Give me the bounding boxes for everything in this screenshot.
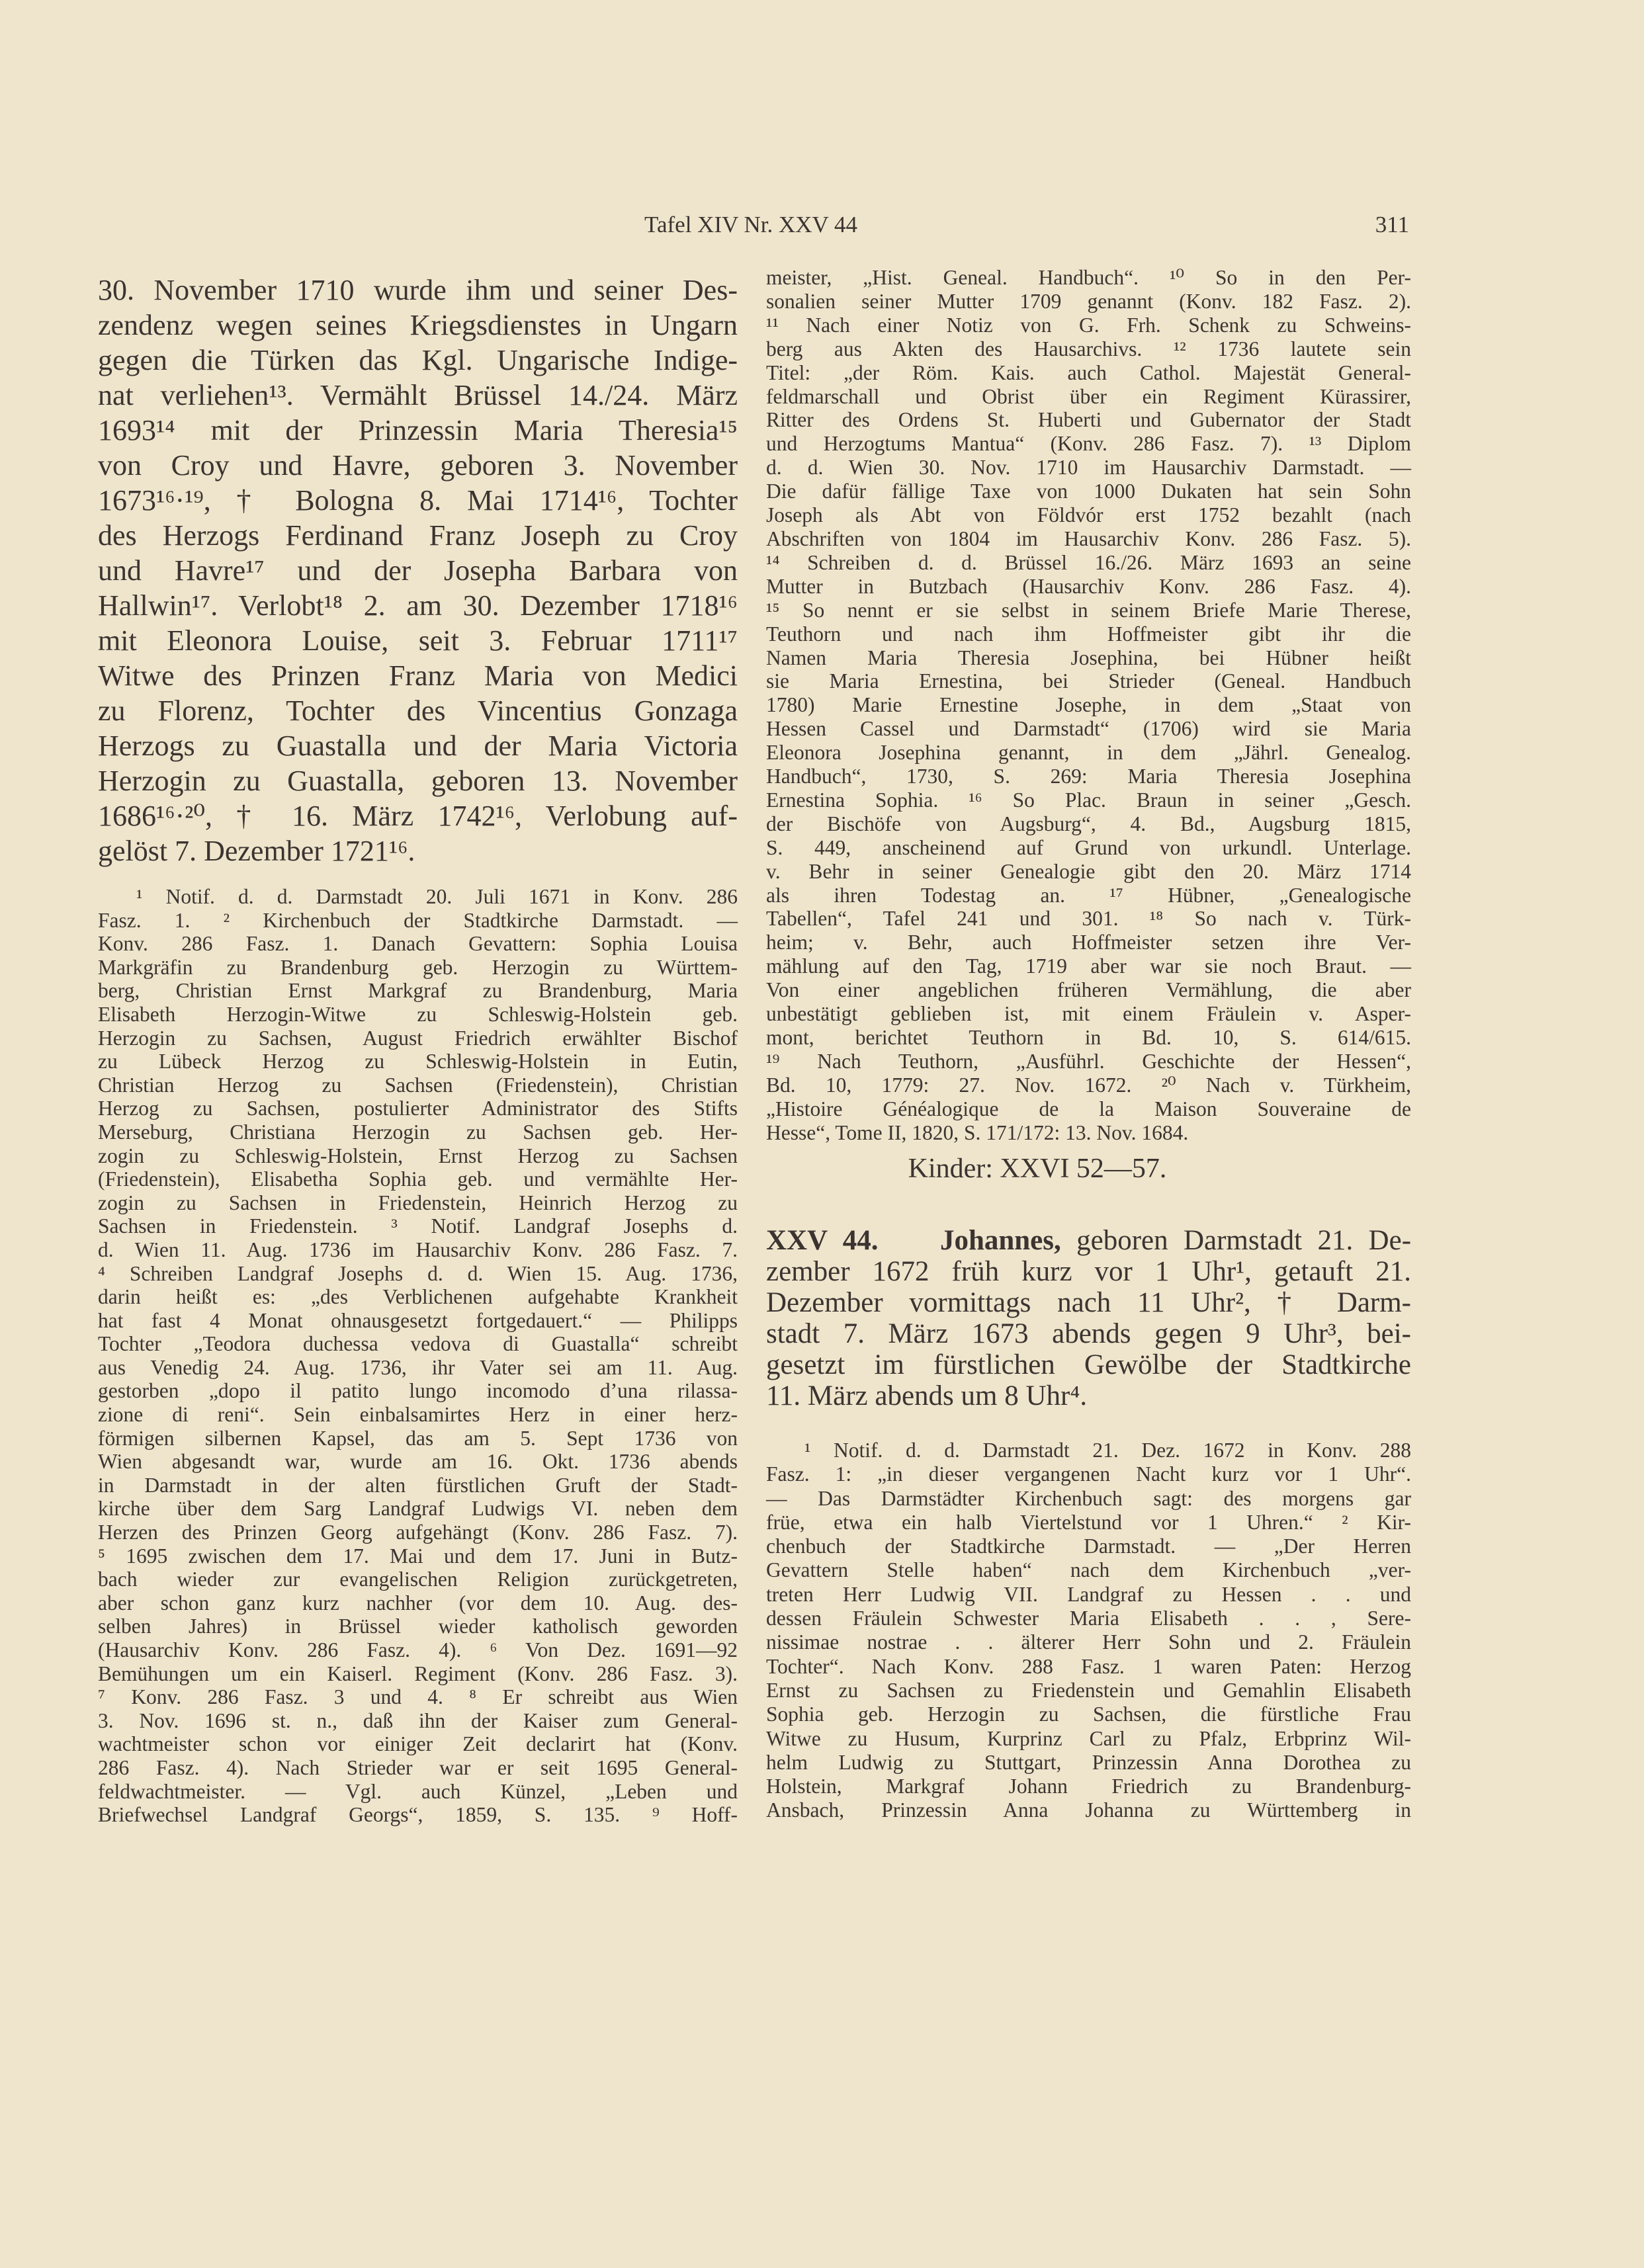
- text-line: Ernestina Sophia. ¹⁶ So Plac. Braun in seiner „Gesch.: [766, 788, 1411, 812]
- text-line: gelöst 7. Dezember 1721¹⁶.: [98, 835, 415, 867]
- entry-name: Johannes,: [939, 1225, 1061, 1256]
- text-line: Die dafür fällige Taxe von 1000 Dukaten hat sein Sohn: [766, 480, 1411, 503]
- text-line: zogin zu Sachsen in Friedenstein, Heinrich Herzog zu: [98, 1191, 738, 1214]
- text-line: berg, Christian Ernst Markgraf zu Brandenburg, Maria: [98, 979, 738, 1003]
- text-line: ¹ Notif. d. d. Darmstadt 20. Juli 1671 in Konv. 286: [136, 885, 738, 908]
- text-line: Ansbach, Prinzessin Anna Johanna zu Württemberg in: [766, 1798, 1411, 1822]
- text-line: zember 1672 früh kurz vor 1 Uhr¹, getauft 21.: [766, 1256, 1411, 1287]
- text-line: ¹ Notif. d. d. Darmstadt 21. Dez. 1672 in Konv. 288: [804, 1439, 1411, 1462]
- text-line: Hesse“, Tome II, 1820, S. 171/172: 13. Nov. 1684.: [766, 1120, 1189, 1144]
- text-line: als ihren Todestag an. ¹⁷ Hübner, „Genealogische: [766, 883, 1411, 907]
- text-line: des Herzogs Ferdinand Franz Joseph zu Croy: [98, 519, 738, 552]
- text-line: und Herzogtums Mantua“ (Konv. 286 Fasz. 7). ¹³ Diplom: [766, 432, 1411, 456]
- text-line: 30. November 1710 wurde ihm und seiner Des-: [98, 274, 738, 306]
- text-line: und Havre¹⁷ und der Josepha Barbara von: [98, 554, 738, 587]
- text-line: Handbuch“, 1730, S. 269: Maria Theresia Josephina: [766, 765, 1411, 788]
- text-line: Bd. 10, 1779: 27. Nov. 1672. ²⁰ Nach v. Türkheim,: [766, 1073, 1411, 1097]
- text-line: Herzogin zu Sachsen, August Friedrich erwählter Bischof: [98, 1026, 738, 1050]
- text-line: Witwe zu Husum, Kurprinz Carl zu Pfalz, Erbprinz Wil-: [766, 1726, 1411, 1750]
- text-line: 1693¹⁴ mit der Prinzessin Maria Theresia¹⁵: [98, 414, 738, 446]
- text-line: chenbuch der Stadtkirche Darmstadt. — „Der Herren: [766, 1534, 1411, 1558]
- text-line: gegen die Türken das Kgl. Ungarische Indige-: [98, 344, 738, 376]
- text-line: Herzen des Prinzen Georg aufgehängt (Konv. 286 Fasz. 7).: [98, 1521, 738, 1544]
- text-line: heim; v. Behr, auch Hoffmeister setzen ihre Ver-: [766, 931, 1411, 954]
- children-reference: Kinder: XXVI 52—57.: [908, 1154, 1167, 1184]
- text-line: Herzogs zu Guastalla und der Maria Victoria: [98, 730, 738, 762]
- text-line: Bemühungen um ein Kaiserl. Regiment (Konv. 286 Fasz. 3).: [98, 1661, 738, 1685]
- text-line: zu Florenz, Tochter des Vincentius Gonzaga: [98, 694, 738, 727]
- running-header-title: Tafel XIV Nr. XXV 44: [644, 212, 857, 237]
- right-footnotes: [766, 266, 1411, 1145]
- text-line: hat fast 4 Monat ohnausgesetzt fortgedauert.“ — Philipps: [98, 1308, 738, 1332]
- text-line: Mutter in Butzbach (Hausarchiv Konv. 286 Fasz. 4).: [766, 574, 1411, 598]
- text-line: ⁵ 1695 zwischen dem 17. Mai und dem 17. Juni in Butz-: [98, 1544, 738, 1568]
- text-line: zogin zu Schleswig-Holstein, Ernst Herzog zu Sachsen: [98, 1144, 738, 1167]
- text-line: Abschriften von 1804 im Hausarchiv Konv. 286 Fasz. 5).: [766, 526, 1411, 550]
- text-line: förmigen silbernen Kapsel, das am 5. Sept 1736 von: [98, 1426, 738, 1450]
- entry-johannes: [766, 1225, 1411, 1411]
- text-line: bach wieder zur evangelischen Religion zurückgetreten,: [98, 1568, 738, 1591]
- text-line: zendenz wegen seines Kriegsdienstes in Ungarn: [98, 309, 738, 341]
- text-line: Ernst zu Sachsen zu Friedenstein und Gemahlin Elisabeth: [766, 1678, 1411, 1702]
- text-line: Christian Herzog zu Sachsen (Friedenstein), Christian: [98, 1073, 738, 1097]
- text-line: Sophia geb. Herzogin zu Sachsen, die fürstliche Frau: [766, 1702, 1411, 1726]
- text-line: Teuthorn und nach ihm Hoffmeister gibt ihr die: [766, 622, 1411, 646]
- text-line: feldwachtmeister. — Vgl. auch Künzel, „Leben und: [98, 1779, 738, 1803]
- text-line: Eleonora Josephina genannt, in dem „Jährl. Genealog.: [766, 741, 1411, 765]
- text-line: selben Jahres) in Brüssel wieder katholisch geworden: [98, 1615, 738, 1638]
- text-line: Wien abgesandt war, wurde am 16. Okt. 1736 abends: [98, 1450, 738, 1474]
- text-line: Merseburg, Christiana Herzogin zu Sachsen geb. Her-: [98, 1120, 738, 1144]
- text-line: d. Wien 11. Aug. 1736 im Hausarchiv Konv. 286 Fasz. 7.: [98, 1238, 738, 1261]
- text-line: zu Lübeck Herzog zu Schleswig-Holstein in Eutin,: [98, 1050, 738, 1073]
- text-line: mit Eleonora Louise, seit 3. Februar 1711¹⁷: [98, 624, 738, 657]
- text-line: 11. März abends um 8 Uhr⁴.: [766, 1380, 1088, 1411]
- text-line: ⁷ Konv. 286 Fasz. 3 und 4. ⁸ Er schreibt aus Wien: [98, 1685, 738, 1709]
- text-line: der Bischöfe von Augsburg“, 4. Bd., Augsburg 1815,: [766, 812, 1411, 835]
- text-line: 3. Nov. 1696 st. n., daß ihn der Kaiser zum General-: [98, 1708, 738, 1732]
- text-line: Fasz. 1. ² Kirchenbuch der Stadtkirche Darmstadt. —: [98, 908, 738, 932]
- entry-number: XXV 44.: [766, 1225, 879, 1256]
- text-line: nissimae nostrae . . älterer Herr Sohn und 2. Fräulein: [766, 1630, 1411, 1654]
- text-line: kirche über dem Sarg Landgraf Ludwigs VI. neben dem: [98, 1497, 738, 1521]
- text-line: Hessen Cassel und Darmstadt“ (1706) wird sie Maria: [766, 717, 1411, 741]
- text-line: gestorben „dopo il patito lungo incomodo d’una rilassa-: [98, 1379, 738, 1403]
- text-line: Fasz. 1: „in dieser vergangenen Nacht kurz vor 1 Uhr“.: [766, 1462, 1411, 1486]
- text-line: in Darmstadt in der alten fürstlichen Gruft der Stadt-: [98, 1473, 738, 1497]
- text-line: Hallwin¹⁷. Verlobt¹⁸ 2. am 30. Dezember 1718¹⁶: [98, 589, 738, 622]
- text-line: Witwe des Prinzen Franz Maria von Medici: [98, 659, 738, 692]
- text-line: v. Behr in seiner Genealogie gibt den 20. März 1714: [766, 859, 1411, 883]
- entry-footnotes: [766, 1439, 1411, 1823]
- text-line: Tabellen“, Tafel 241 und 301. ¹⁸ So nach v. Türk-: [766, 907, 1411, 931]
- text-line: Markgräfin zu Brandenburg geb. Herzogin zu Württem-: [98, 955, 738, 979]
- text-line: 1686¹⁶·²⁰, † 16. März 1742¹⁶, Verlobung auf-: [98, 800, 738, 832]
- text-line: ¹⁹ Nach Teuthorn, „Ausführl. Geschichte der Hessen“,: [766, 1049, 1411, 1073]
- text-line: mont, berichtet Teuthorn in Bd. 10, S. 614/615.: [766, 1026, 1411, 1049]
- text-line: ¹¹ Nach einer Notiz von G. Frh. Schenk zu Schweins-: [766, 313, 1411, 337]
- text-line: darin heißt es: „des Verblichenen aufgehabte Krankheit: [98, 1285, 738, 1309]
- text-line: 1780) Marie Ernestine Josephe, in dem „Staat von: [766, 693, 1411, 717]
- text-line: Holstein, Markgraf Johann Friedrich zu Brandenburg-: [766, 1775, 1411, 1798]
- text-line: zione di reni“. Sein einbalsamirtes Herz in einer herz-: [98, 1403, 738, 1427]
- text-line: Gevattern Stelle haben“ nach dem Kirchenbuch „ver-: [766, 1558, 1411, 1582]
- text-line: treten Herr Ludwig VII. Landgraf zu Hessen . . und: [766, 1582, 1411, 1606]
- left-footnotes: [98, 885, 738, 1827]
- text-line: sie Maria Ernestina, bei Strieder (Geneal. Handbuch: [766, 669, 1411, 693]
- text-line: feldmarschall und Obrist über ein Regiment Kürassirer,: [766, 384, 1411, 408]
- text-line: (Friedenstein), Elisabetha Sophia geb. und vermählte Her-: [98, 1167, 738, 1191]
- text-line: von Croy und Havre, geboren 3. November: [98, 449, 738, 482]
- text-line: Dezember vormittags nach 11 Uhr², † Darm-: [766, 1287, 1411, 1318]
- text-line: unbestätigt geblieben ist, mit einem Fräulein v. Asper-: [766, 1002, 1411, 1026]
- text-line: Sachsen in Friedenstein. ³ Notif. Landgraf Josephs d.: [98, 1214, 738, 1238]
- text-line: Titel: „der Röm. Kais. auch Cathol. Majestät General-: [766, 360, 1411, 384]
- text-line: nat verliehen¹³. Vermählt Brüssel 14./24. März: [98, 379, 738, 411]
- text-line: aber schon ganz kurz nachher (vor dem 10. Aug. des-: [98, 1591, 738, 1615]
- text-line: Konv. 286 Fasz. 1. Danach Gevattern: Sophia Louisa: [98, 932, 738, 956]
- text-line: Briefwechsel Landgraf Georgs“, 1859, S. 135. ⁹ Hoff-: [98, 1803, 738, 1827]
- text-line: gesetzt im fürstlichen Gewölbe der Stadtkirche: [766, 1349, 1411, 1380]
- text-line: 1673¹⁶·¹⁹, † Bologna 8. Mai 1714¹⁶, Tochter: [98, 484, 738, 517]
- text-line: Herzogin zu Guastalla, geboren 13. November: [98, 765, 738, 797]
- text-line: früe, etwa ein halb Viertelstund vor 1 Uhren.“ ² Kir-: [766, 1510, 1411, 1534]
- text-line: d. d. Wien 30. Nov. 1710 im Hausarchiv Darmstadt. —: [766, 456, 1411, 480]
- text-line: „Histoire Généalogique de la Maison Souveraine de: [766, 1097, 1411, 1120]
- text-line: mählung auf den Tag, 1719 aber war sie noch Braut. —: [766, 954, 1411, 978]
- text-line: Joseph als Abt von Földvór erst 1752 bezahlt (nach: [766, 503, 1411, 527]
- text-line: Herzog zu Sachsen, postulierter Administrator des Stifts: [98, 1097, 738, 1120]
- text-line: ¹⁵ So nennt er sie selbst in seinem Briefe Marie Therese,: [766, 598, 1411, 622]
- left-main-text: [98, 273, 738, 868]
- text-line: Namen Maria Theresia Josephina, bei Hübner heißt: [766, 646, 1411, 669]
- text-line: [766, 1225, 1411, 1256]
- text-line: Elisabeth Herzogin-Witwe zu Schleswig-Holstein geb.: [98, 1002, 738, 1026]
- text-line: 286 Fasz. 4). Nach Strieder war er seit 1695 General-: [98, 1755, 738, 1779]
- text-line: Von einer angeblichen früheren Vermählung, die aber: [766, 978, 1411, 1002]
- text-line: wachtmeister schon vor einiger Zeit declarirt hat (Konv.: [98, 1732, 738, 1756]
- text-line: ⁴ Schreiben Landgraf Josephs d. d. Wien 15. Aug. 1736,: [98, 1261, 738, 1285]
- text-line: Tochter „Teodora duchessa vedova di Guastalla“ schreibt: [98, 1332, 738, 1356]
- text-line: S. 449, anscheinend auf Grund von urkundl. Unterlage.: [766, 835, 1411, 859]
- page-number: 311: [1375, 212, 1409, 237]
- entry-first-line: geboren Darmstadt 21. De-: [1076, 1225, 1412, 1256]
- text-line: helm Ludwig zu Stuttgart, Prinzessin Anna Dorothea zu: [766, 1750, 1411, 1774]
- text-line: aus Venedig 24. Aug. 1736, ihr Vater sei am 11. Aug.: [98, 1355, 738, 1379]
- text-line: Ritter des Ordens St. Huberti und Gubernator der Stadt: [766, 408, 1411, 432]
- text-line: stadt 7. März 1673 abends gegen 9 Uhr³, bei-: [766, 1318, 1411, 1349]
- text-line: (Hausarchiv Konv. 286 Fasz. 4). ⁶ Von Dez. 1691—92: [98, 1638, 738, 1661]
- text-line: berg aus Akten des Hausarchivs. ¹² 1736 lautete sein: [766, 337, 1411, 360]
- text-line: dessen Fräulein Schwester Maria Elisabeth . . , Sere-: [766, 1607, 1411, 1630]
- text-line: ¹⁴ Schreiben d. d. Brüssel 16./26. März 1693 an seine: [766, 550, 1411, 574]
- text-line: — Das Darmstädter Kirchenbuch sagt: des morgens gar: [766, 1486, 1411, 1510]
- text-line: sonalien seiner Mutter 1709 genannt (Konv. 182 Fasz. 2).: [766, 289, 1411, 313]
- text-line: Tochter“. Nach Konv. 288 Fasz. 1 waren Paten: Herzog: [766, 1654, 1411, 1678]
- text-line: meister, „Hist. Geneal. Handbuch“. ¹⁰ So in den Per-: [766, 266, 1411, 289]
